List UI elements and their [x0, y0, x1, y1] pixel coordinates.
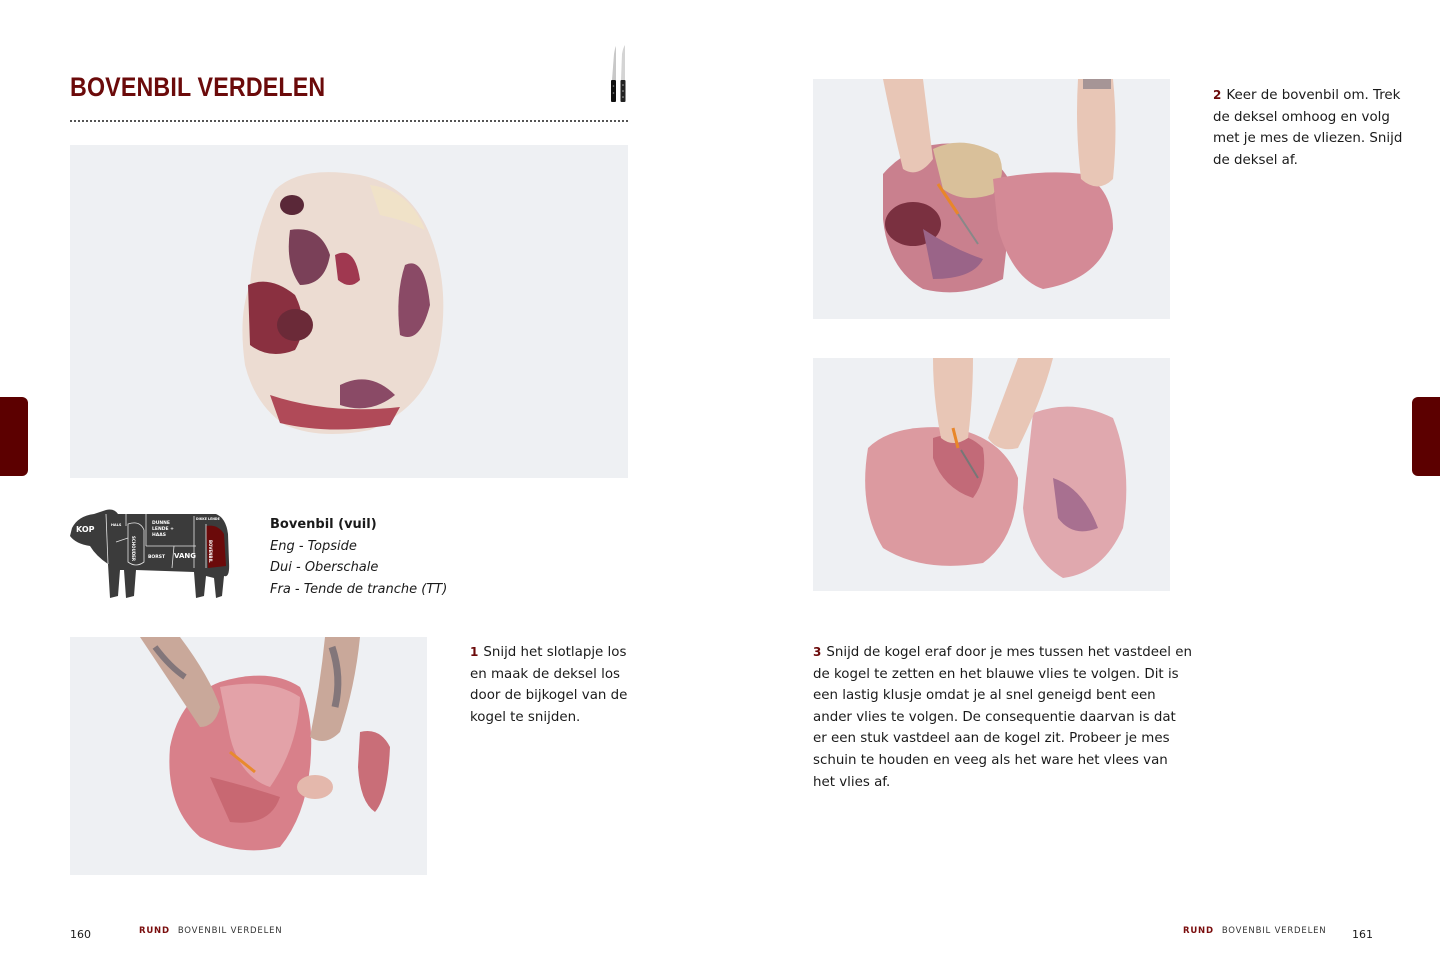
cut-name: Bovenbil (vuil): [270, 517, 377, 532]
footer-chapter: BOVENBIL VERDELEN: [1221, 926, 1327, 936]
cut-translation-german: Dui - Oberschale: [270, 560, 379, 575]
step-3: [813, 642, 1193, 793]
photo-step-1: [70, 637, 427, 875]
step-1: [470, 642, 635, 728]
step-number: 2: [1213, 88, 1222, 102]
svg-text:HAAS: HAAS: [152, 533, 166, 538]
svg-text:LENDE +: LENDE +: [152, 527, 174, 532]
footer-section: RUND: [1183, 926, 1214, 936]
running-footer-right: [1183, 926, 1326, 936]
photo-step-3: [813, 358, 1170, 591]
svg-text:KOP: KOP: [76, 525, 95, 534]
cow-cuts-diagram: [66, 506, 232, 602]
step-2: [1213, 85, 1403, 171]
svg-text:BORST: BORST: [148, 555, 166, 560]
svg-text:DIKKE LENDE: DIKKE LENDE: [196, 517, 220, 521]
step-text: Snijd het slotlapje los en maak de deksel los door de bijkogel van de kogel te snijden.: [470, 645, 628, 725]
knife-icon: [606, 44, 630, 104]
cut-translation-french: Fra - Tende de tranche (TT): [270, 581, 448, 597]
right-page: [720, 0, 1440, 976]
cut-translation-english: Eng - Topside: [270, 538, 357, 554]
step-text: Snijd de kogel eraf door je mes tussen het vastdeel en de kogel te zetten en het blauwe vlies te volgen. Dit is een lastig klusje omdat je al snel geneigd bent een ander vlies te volgen. De consequentie daarvan is dat er een stuk vastdeel aan de kogel zit. Probeer je mes schuin te houden en veeg als het ware het vlees van het vlies af.: [813, 645, 1192, 790]
step-text: Keer de bovenbil om. Trek de deksel omhoog en volg met je mes de vliezen. Snijd de deksel af.: [1213, 88, 1403, 168]
svg-text:HALS: HALS: [111, 523, 122, 527]
photo-step-2: [813, 79, 1170, 319]
svg-text:SCHOUDER: SCHOUDER: [131, 536, 136, 561]
page-number-right: 161: [1352, 928, 1373, 941]
chapter-thumb-tab: [1412, 397, 1440, 476]
chapter-thumb-tab: [0, 397, 28, 476]
cut-info: [270, 514, 447, 600]
footer-section: RUND: [139, 926, 170, 936]
page-number-left: 160: [70, 928, 91, 941]
step-number: 3: [813, 645, 822, 659]
svg-text:BOVENBIL: BOVENBIL: [208, 540, 213, 563]
running-footer-left: [139, 926, 282, 936]
photo-whole-topside: [70, 145, 628, 478]
step-number: 1: [470, 645, 479, 659]
page-title: BOVENBIL VERDELEN: [70, 72, 326, 102]
footer-chapter: BOVENBIL VERDELEN: [177, 926, 283, 936]
svg-text:VANG: VANG: [174, 552, 196, 560]
svg-text:DUNNE: DUNNE: [152, 521, 170, 526]
title-divider: [70, 120, 628, 122]
